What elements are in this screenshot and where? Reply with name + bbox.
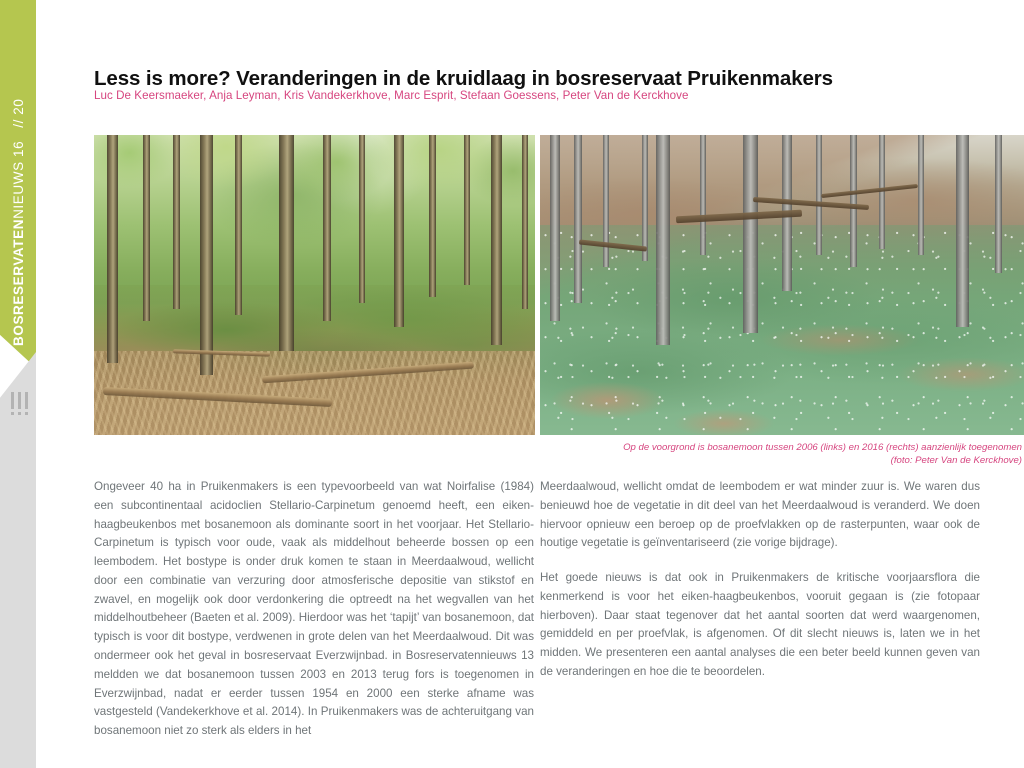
photo-right-tree-trunk: [879, 135, 885, 249]
sidebar-brand-bold: BOSRESERVATEN: [10, 218, 26, 346]
logo-bar-2: [18, 392, 21, 415]
photo-left-tree-trunk: [394, 135, 404, 327]
figure-caption-line-2: (foto: Peter Van de Kerckhove): [890, 454, 1022, 466]
logo-bar-1: [11, 392, 14, 415]
photo-right-tree-trunk: [995, 135, 1002, 273]
photo-left-tree-trunk: [279, 135, 294, 351]
figure-caption-line-1: Op de voorgrond is bosanemoon tussen 2006 (links) en 2016 (rechts) aanzienlijk toegenomen: [623, 442, 1022, 453]
logo-bar-stem: [18, 392, 21, 409]
page-title: Less is more? Veranderingen in de kruidlaag in bosreservaat Pruikenmakers: [94, 66, 833, 90]
photo-right-tree-trunk: [918, 135, 925, 255]
sidebar-page-marker: // 20: [10, 98, 26, 128]
logo-bar-stem: [11, 392, 14, 409]
photo-left-tree-trunk: [429, 135, 436, 297]
photo-right-tree-trunk: [850, 135, 858, 267]
body-paragraph: Meerdaalwoud, wellicht omdat de leembodem er wat minder zuur is. We waren dus benieuwd hoe de vegetatie in dit deel van het Meerdaalwoud is veranderd. We doen hiervoor opnieuw een beroep op de proefvlakken op de rasterpunten, waar ook de houtige vegetatie is geïnventariseerd (zie vorige bijdrage).: [540, 480, 980, 550]
inbo-bars-logo-icon: [7, 392, 31, 415]
body-column-left: [94, 478, 534, 741]
photo-left-tree-trunk: [491, 135, 502, 345]
photo-right-tree-trunk: [700, 135, 706, 255]
author-list: Luc De Keersmaeker, Anja Leyman, Kris Vandekerkhove, Marc Esprit, Stefaan Goessens, Peter Van de Kerckhove: [94, 89, 689, 102]
sidebar: [0, 0, 36, 768]
photo-pruikenmakers-2016: [540, 135, 1024, 435]
photo-right-tree-trunk: [642, 135, 649, 261]
photo-left-tree-trunk: [522, 135, 528, 309]
photo-left-tree-trunk: [200, 135, 213, 375]
photo-left-tree-trunk: [173, 135, 179, 309]
article-page: [36, 0, 1024, 768]
body-column-right: [540, 478, 980, 682]
photo-right-tree-trunk: [956, 135, 969, 327]
sidebar-brand-vertical-text: [0, 0, 36, 368]
body-paragraph: Het goede nieuws is dat ook in Pruikenmakers de kritische voorjaarsflora die kenmerkend is voor het eiken-haagbeukenbos, vooruit gegaan is (zie fotopaar hierboven). Daar staat tegenover dat het aantal soorten dat werd waargenomen, gemiddeld en per proefvlak, is afgenomen. Of dit slecht nieuws is, laten we in het midden. We presenteren een aantal analyses die een beter beeld kunnen geven van de veranderingen en hoe die te beoordelen.: [540, 571, 980, 679]
photo-left-tree-trunk: [464, 135, 470, 285]
logo-bar-dot: [18, 412, 21, 415]
photo-right-tree-trunk: [574, 135, 582, 303]
photo-left-tree-trunk: [359, 135, 365, 303]
photo-right-tree-trunk: [550, 135, 561, 321]
photo-pruikenmakers-2006: [94, 135, 535, 435]
photo-left-tree-trunk: [323, 135, 331, 321]
photo-right-tree-trunk: [743, 135, 758, 333]
logo-bar-dot: [11, 412, 14, 415]
logo-bar-dot: [25, 412, 28, 415]
logo-bar-stem: [25, 392, 28, 409]
photo-right-tree-trunk: [656, 135, 670, 345]
figure-caption: [540, 442, 1024, 468]
photo-left-tree-trunk: [235, 135, 242, 315]
photo-left-tree-trunk: [107, 135, 118, 363]
logo-bar-3: [25, 392, 28, 415]
body-paragraph: Ongeveer 40 ha in Pruikenmakers is een typevoorbeeld van wat Noirfalise (1984) een subcontinentaal acidoclien Stellario-Carpinetum genoemd heeft, een eiken-haagbeukenbos met bosanemoon als dominante soort in het voorjaar. Het Stellario-Carpinetum is typisch voor oude, vaak als middelhout beheerde bossen op een leembodem. Het bostype is onder druk komen te staan in Meerdaalwoud, wellicht door een combinatie van verzuring door atmosferische depositie van stikstof en zwavel, en mogelijk ook door verdonkering die optreedt na het wegvallen van het middelhoutbeheer (Baeten et al. 2009). Hierdoor was het ‘tapijt’ van bosanemoon, dat typisch is voor dit bostype, verdwenen in grote delen van het Meerdaalwoud. Dit was ondermeer ook het geval in bosreservaat Everzwijnbad. in Bosreservatennieuws 13 meldden we dat bosanemoon tussen 2003 en 2013 terug fors is toegenomen in Everzwijnbad, nadat er eerder tussen 1954 en 2000 een sterke afname was vastgesteld (Vandekerkhove et al. 2014). In Pruikenmakers was de achteruitgang van bosanemoon niet zo sterk als elders in het: [94, 480, 534, 738]
photo-left-tree-trunk: [143, 135, 150, 321]
sidebar-brand-regular: NIEUWS 16: [10, 140, 26, 219]
